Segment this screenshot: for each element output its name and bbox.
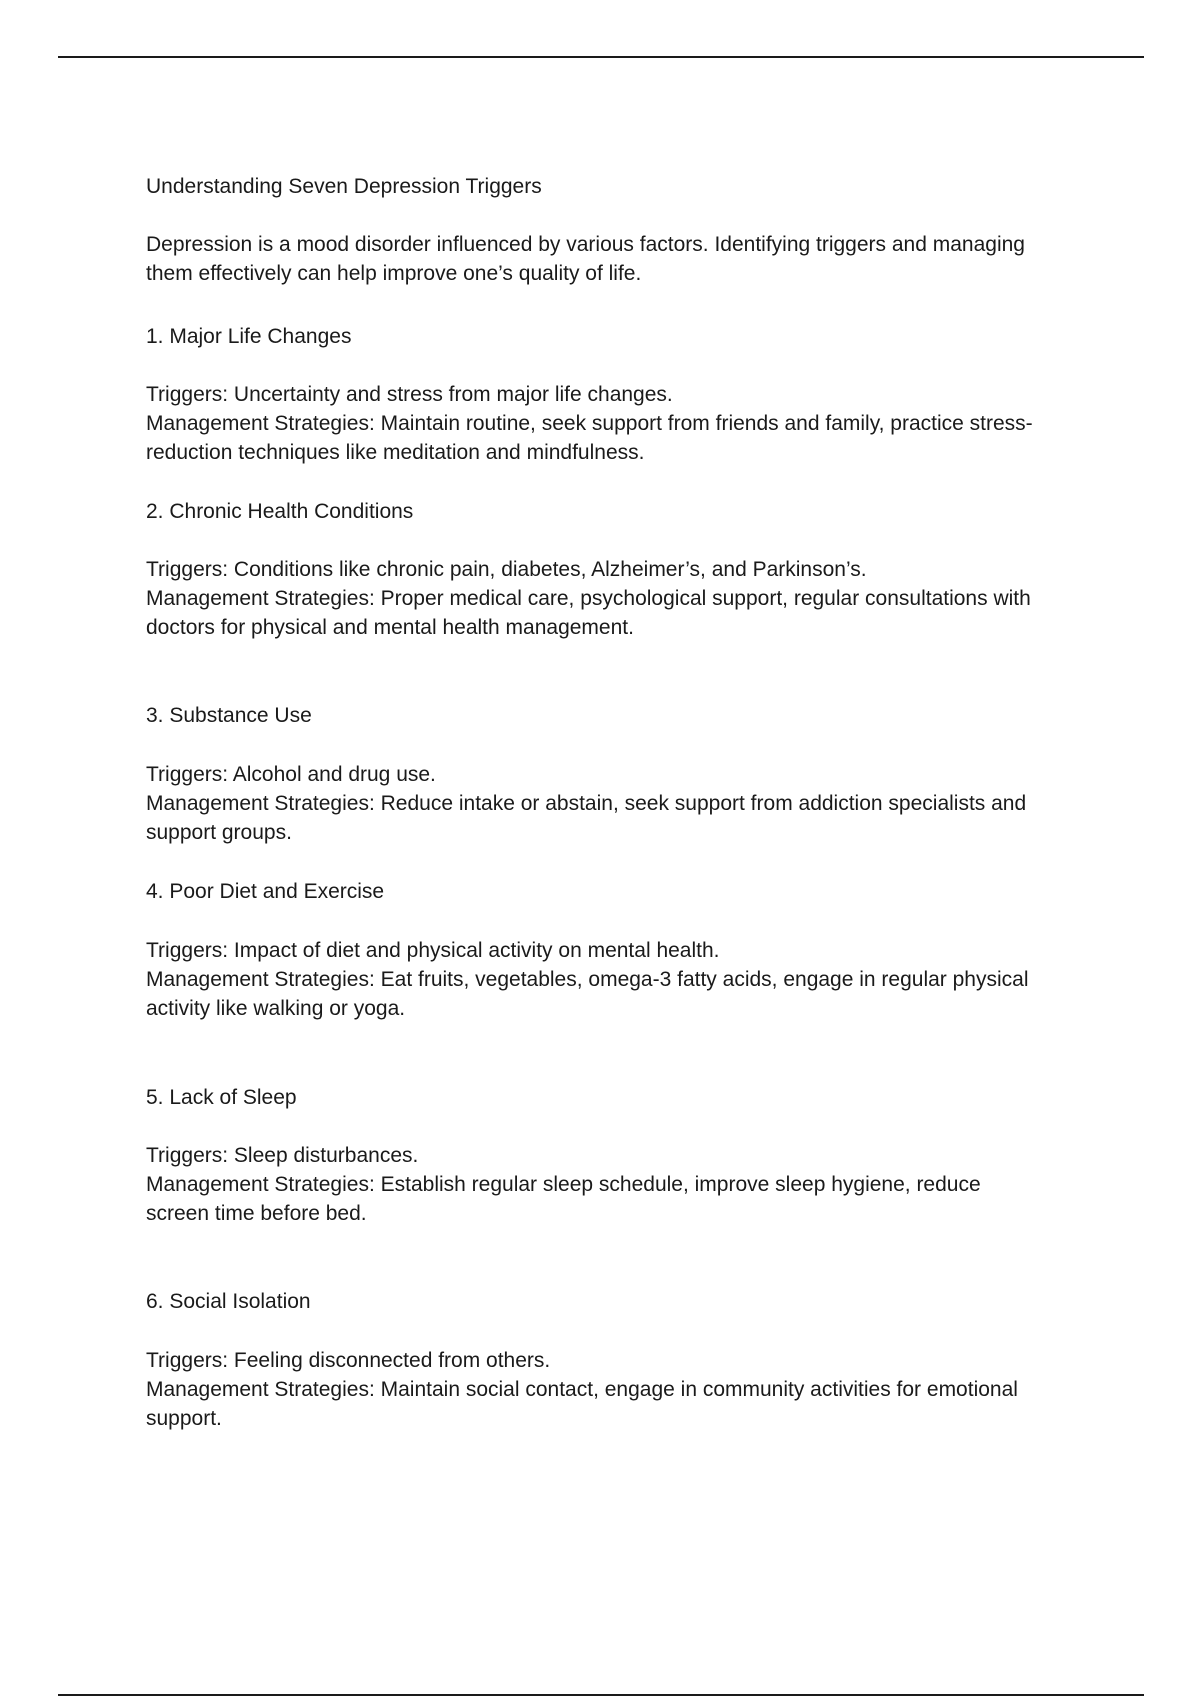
section-heading: 3. Substance Use [146, 704, 312, 727]
section-heading: 2. Chronic Health Conditions [146, 500, 414, 523]
section-body: Triggers: Impact of diet and physical activity on mental health. Management Strategies: Eat fruits, vegetables, omega-3 fatty acids, engage in regular physical activity like walking or yoga. [146, 939, 1029, 1020]
top-rule [58, 56, 1144, 58]
bottom-rule [58, 1694, 1144, 1696]
section-heading: 1. Major Life Changes [146, 325, 352, 348]
section-body: Triggers: Alcohol and drug use. Management Strategies: Reduce intake or abstain, seek support from addiction specialists and support groups. [146, 763, 1027, 844]
document-title: Understanding Seven Depression Triggers [146, 175, 542, 198]
section-heading: 4. Poor Diet and Exercise [146, 880, 385, 903]
section-body: Triggers: Feeling disconnected from others. Management Strategies: Maintain social contact, engage in community activities for emotional support. [146, 1349, 1018, 1430]
section-body: Triggers: Conditions like chronic pain, diabetes, Alzheimer’s, and Parkinson’s. Management Strategies: Proper medical care, psychological support, regular consultations with doctors for physical and mental health management. [146, 558, 1031, 639]
intro-paragraph: Depression is a mood disorder influenced by various factors. Identifying triggers and managing them effectively can help improve one’s quality of life. [146, 233, 1025, 285]
section-heading: 5. Lack of Sleep [146, 1086, 297, 1109]
section-body: Triggers: Uncertainty and stress from major life changes. Management Strategies: Maintain routine, seek support from friends and family, practice stress- reduction techniques like meditation and mindfulness. [146, 383, 1033, 464]
section-heading: 6. Social Isolation [146, 1290, 311, 1313]
section-body: Triggers: Sleep disturbances. Management Strategies: Establish regular sleep schedule, improve sleep hygiene, reduce screen time before bed. [146, 1144, 981, 1225]
